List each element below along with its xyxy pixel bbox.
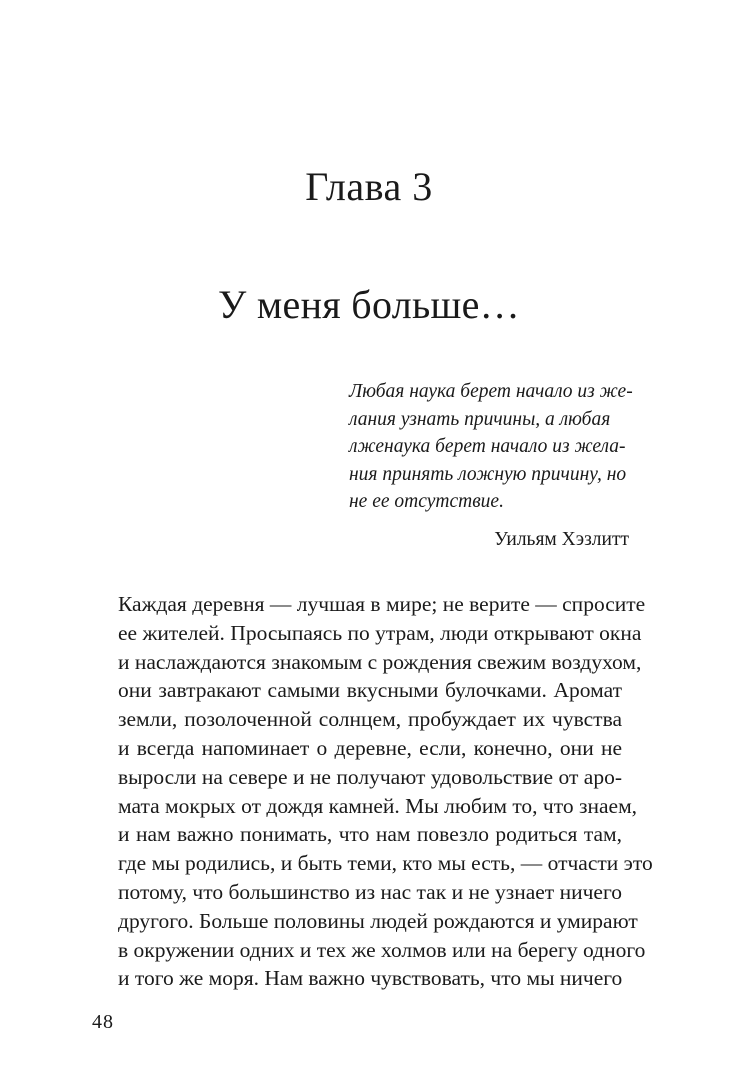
body-line: и того же моря. Нам важно чувствовать, что мы ничего [118, 966, 623, 991]
body-line: в окружении одних и тех же холмов или на берегу одного [118, 937, 646, 962]
body-line: Каждая деревня — лучшая в мире; не верите — спросите [118, 592, 646, 616]
body-line: мата мокрых от дождя камней. Мы любим то, что знаем, [118, 793, 638, 818]
epigraph-line: лженаука берет начало из жела- [349, 436, 626, 457]
body-line: где мы родились, и быть теми, кто мы есть, — отчасти это [118, 851, 653, 876]
chapter-title: У меня больше… [218, 282, 520, 327]
body-line: и нам важно понимать, что нам повезло родиться там, [118, 822, 622, 847]
epigraph-line: лания узнать причины, а любая [349, 408, 611, 430]
body-line: и наслаждаются знакомым с рождения свежим воздухом, [118, 649, 642, 674]
body-line: потому, что большинство из нас так и не узнает ничего [118, 879, 622, 904]
page-number: 48 [92, 1011, 114, 1033]
epigraph-line: ния принять ложную причину, но [349, 463, 627, 485]
body-line: ее жителей. Просыпаясь по утрам, люди открывают окна [118, 620, 642, 645]
epigraph-line: Любая наука берет начало из же- [349, 381, 633, 402]
chapter-number: Глава 3 [305, 164, 433, 209]
epigraph-line: не ее отсутствие. [349, 491, 504, 512]
body-line: другого. Больше половины людей рождаются и умирают [118, 908, 638, 933]
body-line: земли, позолоченной солнцем, пробуждает их чувства [118, 707, 622, 732]
epigraph-author: Уильям Хэзлитт [494, 529, 629, 550]
body-line: и всегда напоминает о деревне, если, конечно, они не [118, 735, 622, 760]
body-line: они завтракают самыми вкусными булочками. Аромат [118, 678, 622, 703]
body-paragraph [118, 590, 653, 993]
body-line: выросли на севере и не получают удовольствие от аро- [118, 764, 622, 789]
epigraph [349, 378, 633, 516]
